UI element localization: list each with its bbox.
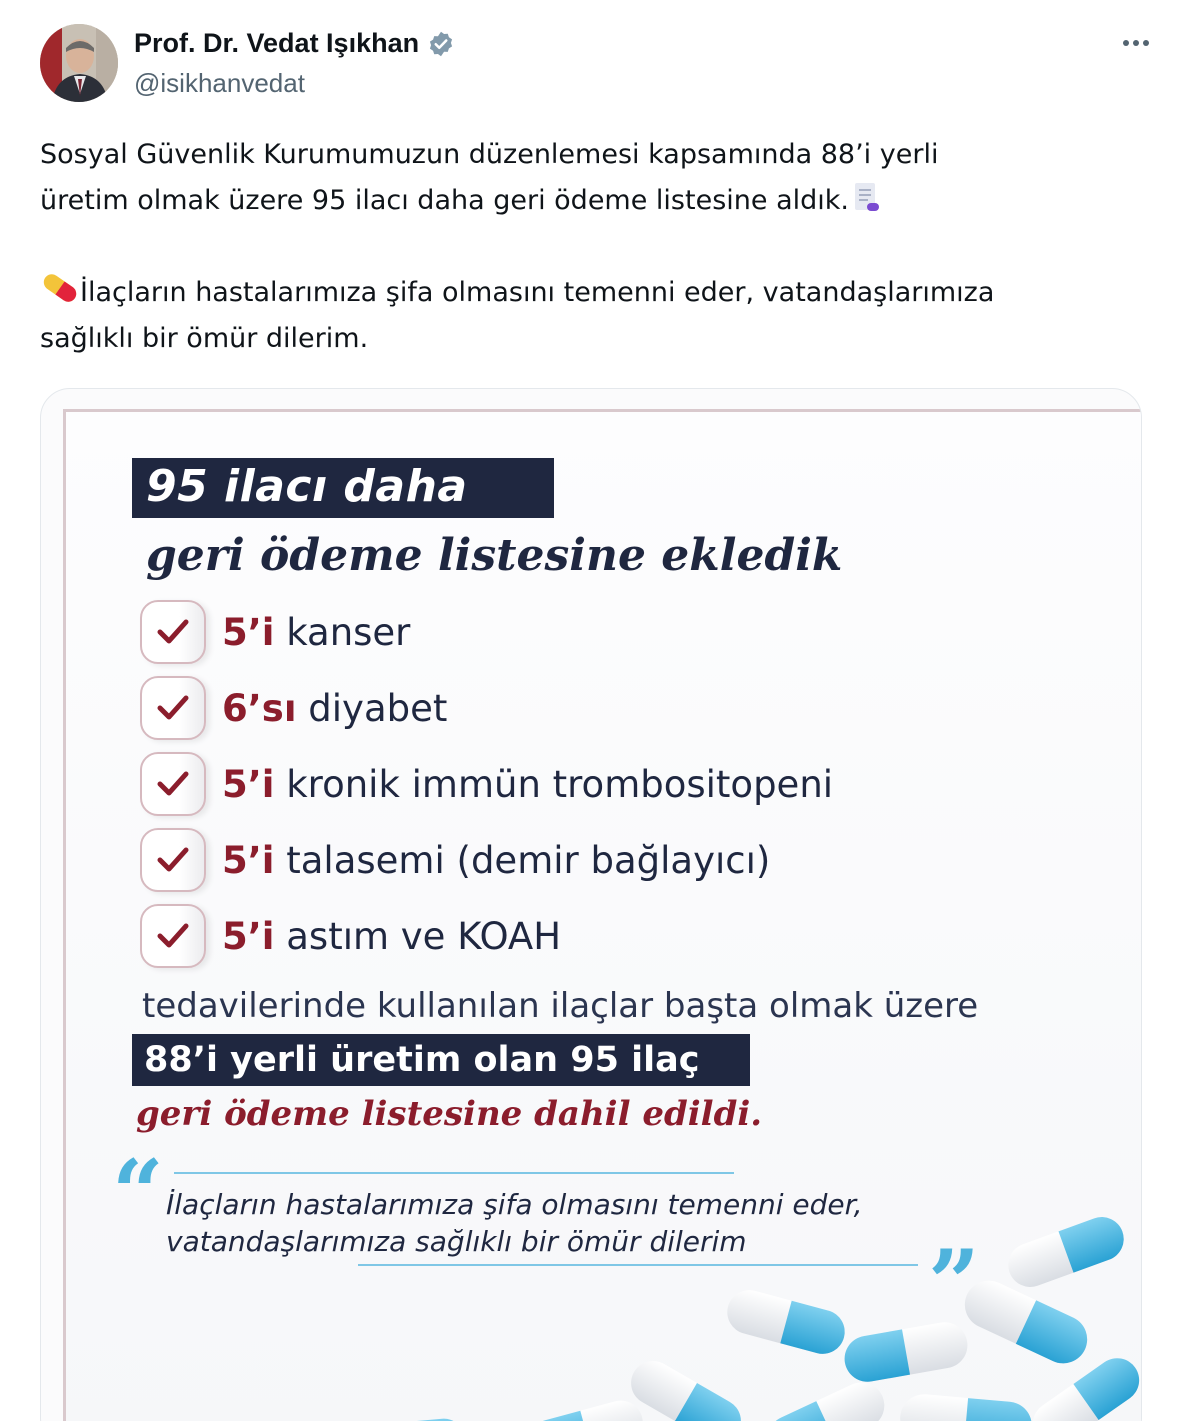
tweet-line: sağlıklı bir ömür dilerim. bbox=[40, 323, 369, 354]
check-icon bbox=[140, 600, 206, 664]
poster-banner: 88’i yerli üretim olan 95 ilaç bbox=[144, 1040, 700, 1080]
document-emoji-icon bbox=[849, 180, 883, 214]
check-label: 5’i kronik immün trombositopeni bbox=[222, 762, 834, 806]
check-item bbox=[140, 600, 410, 664]
poster-headline: 95 ilacı daha bbox=[146, 461, 468, 512]
check-icon bbox=[140, 904, 206, 968]
quote-line: İlaçların hastalarımıza şifa olmasını temenni eder, bbox=[166, 1188, 863, 1221]
tweet-media[interactable] bbox=[40, 388, 1142, 1421]
pill-emoji-icon bbox=[40, 270, 80, 306]
verified-badge-icon bbox=[427, 30, 455, 58]
tweet-line-with-emoji bbox=[40, 178, 1150, 224]
check-label: 5’i kanser bbox=[222, 610, 411, 654]
author-name[interactable] bbox=[134, 28, 455, 59]
author-name-text[interactable]: Prof. Dr. Vedat Işıkhan bbox=[134, 28, 420, 58]
tweet-line: üretim olmak üzere 95 ilacı daha geri ödeme listesine aldık. bbox=[40, 185, 849, 216]
check-item bbox=[140, 904, 561, 968]
quote-divider bbox=[174, 1172, 734, 1174]
check-icon bbox=[140, 676, 206, 740]
quote-divider bbox=[358, 1264, 918, 1266]
poster-image bbox=[63, 409, 1142, 1421]
check-item bbox=[140, 752, 833, 816]
more-options-icon[interactable] bbox=[1116, 28, 1156, 58]
tweet-line: İlaçların hastalarımıza şifa olmasını temenni eder, vatandaşlarımıza bbox=[80, 277, 995, 308]
author-handle[interactable]: @isikhanvedat bbox=[134, 68, 305, 98]
avatar-image bbox=[40, 24, 118, 102]
poster-subheadline: geri ödeme listesine ekledik bbox=[146, 530, 843, 581]
tweet-text bbox=[40, 132, 1150, 362]
tweet-line-with-emoji bbox=[40, 270, 1150, 316]
check-label: 6’sı diyabet bbox=[222, 686, 448, 730]
check-label: 5’i astım ve KOAH bbox=[222, 914, 562, 958]
poster-quote bbox=[166, 1186, 863, 1260]
check-icon bbox=[140, 828, 206, 892]
avatar[interactable] bbox=[40, 24, 118, 102]
tweet-line: Sosyal Güvenlik Kurumumuzun düzenlemesi kapsamında 88’i yerli bbox=[40, 139, 939, 170]
quote-line: vatandaşlarımıza sağlıklı bir ömür dilerim bbox=[166, 1225, 747, 1258]
check-item bbox=[140, 828, 770, 892]
poster-body-text: tedavilerinde kullanılan ilaçlar başta olmak üzere bbox=[142, 986, 979, 1026]
check-icon bbox=[140, 752, 206, 816]
check-label: 5’i talasemi (demir bağlayıcı) bbox=[222, 838, 771, 882]
open-quote-icon: “ bbox=[112, 1140, 164, 1246]
poster-script-line: geri ödeme listesine dahil edildi. bbox=[136, 1094, 763, 1134]
check-item bbox=[140, 676, 447, 740]
close-quote-icon: ” bbox=[928, 1230, 980, 1336]
